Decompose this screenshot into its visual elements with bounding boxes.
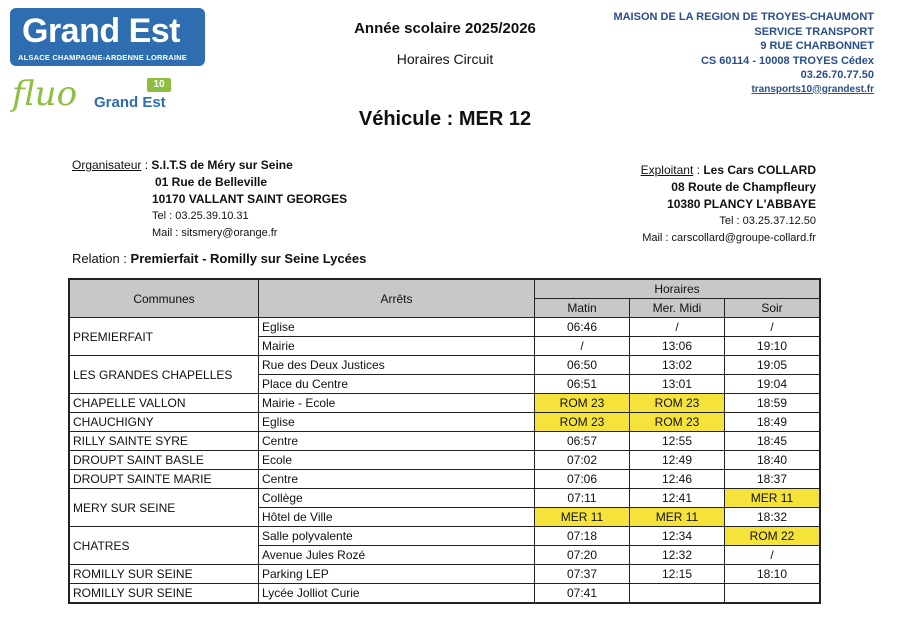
- time-matin: 07:18: [535, 527, 630, 546]
- commune-cell: LES GRANDES CHAPELLES: [69, 356, 259, 394]
- grandest-logo: [10, 8, 205, 66]
- commune-cell: CHAPELLE VALLON: [69, 394, 259, 413]
- time-soir: 18:40: [725, 451, 821, 470]
- organiser-label: Organisateur: [72, 158, 142, 172]
- table-row: [69, 432, 820, 451]
- header-arrets: Arrêts: [259, 279, 535, 318]
- region-postal: CS 60114 - 10008 TROYES Cédex: [700, 54, 874, 67]
- time-midi: MER 11: [630, 508, 725, 527]
- time-midi: 12:15: [630, 565, 725, 584]
- organiser-address2: 10170 VALLANT SAINT GEORGES: [152, 192, 348, 206]
- schedule-table: [68, 278, 821, 604]
- table-row: [69, 470, 820, 489]
- schedule-subtitle: Horaires Circuit: [396, 51, 494, 67]
- commune-cell: RILLY SAINTE SYRE: [69, 432, 259, 451]
- fluo-logo: [12, 74, 172, 120]
- operator-address2: 10380 PLANCY L'ABBAYE: [667, 197, 816, 211]
- time-midi: /: [630, 318, 725, 337]
- time-matin: 06:57: [535, 432, 630, 451]
- time-midi: 12:32: [630, 546, 725, 565]
- relation-value: Premierfait - Romilly sur Seine Lycées: [130, 251, 367, 266]
- relation-label: Relation :: [72, 251, 127, 266]
- time-soir: 18:32: [725, 508, 821, 527]
- stop-cell: Rue des Deux Justices: [259, 356, 535, 375]
- time-soir: MER 11: [725, 489, 821, 508]
- time-matin: 06:51: [535, 375, 630, 394]
- time-soir: 19:04: [725, 375, 821, 394]
- time-soir: /: [725, 546, 821, 565]
- commune-cell: ROMILLY SUR SEINE: [69, 584, 259, 604]
- table-row: [69, 527, 820, 546]
- time-midi: 13:01: [630, 375, 725, 394]
- table-row: [69, 584, 820, 604]
- operator-label: Exploitant: [640, 163, 694, 177]
- time-midi: 12:34: [630, 527, 725, 546]
- time-midi: 12:49: [630, 451, 725, 470]
- stop-cell: Hôtel de Ville: [259, 508, 535, 527]
- time-midi: 12:55: [630, 432, 725, 451]
- table-row: [69, 565, 820, 584]
- time-soir: 18:45: [725, 432, 821, 451]
- table-row: [69, 318, 820, 337]
- time-matin: 07:11: [535, 489, 630, 508]
- stop-cell: Mairie: [259, 337, 535, 356]
- time-midi: ROM 23: [630, 394, 725, 413]
- time-matin: MER 11: [535, 508, 630, 527]
- stop-cell: Mairie - Ecole: [259, 394, 535, 413]
- commune-cell: CHATRES: [69, 527, 259, 565]
- operator-block: Exploitant : Les Cars COLLARD 08 Route de Champfleury 10380 PLANCY L'ABBAYE Tel : 03.25.37.12.50 Mail : carscollard@groupe-collard.fr: [556, 162, 816, 247]
- time-midi: 13:06: [630, 337, 725, 356]
- stop-cell: Collège: [259, 489, 535, 508]
- region-street: 9 RUE CHARBONNET: [760, 40, 874, 52]
- grandest-logo-tagline: ALSACE CHAMPAGNE-ARDENNE LORRAINE: [18, 53, 187, 62]
- operator-tel: Tel : 03.25.37.12.50: [719, 215, 816, 227]
- time-matin: 07:20: [535, 546, 630, 565]
- region-address-block: [594, 10, 874, 97]
- time-soir: 18:59: [725, 394, 821, 413]
- organiser-block: Organisateur : S.I.T.S de Méry sur Seine 01 Rue de Belleville 10170 VALLANT SAINT GEORGES Tel : 03.25.39.10.31 Mail : sitsmery@orange.fr: [72, 157, 347, 242]
- time-matin: ROM 23: [535, 413, 630, 432]
- relation-line: [72, 251, 366, 266]
- header-soir: Soir: [725, 299, 821, 318]
- fluo-logo-brand: Grand Est: [94, 94, 166, 111]
- region-service: SERVICE TRANSPORT: [754, 25, 874, 38]
- time-midi: 12:46: [630, 470, 725, 489]
- time-soir: ROM 22: [725, 527, 821, 546]
- stop-cell: Lycée Jolliot Curie: [259, 584, 535, 604]
- organiser-tel: Tel : 03.25.39.10.31: [152, 210, 249, 222]
- table-row: [69, 451, 820, 470]
- table-row: [69, 356, 820, 375]
- school-year-title: Année scolaire 2025/2026: [354, 20, 536, 37]
- time-matin: 06:50: [535, 356, 630, 375]
- header-communes: Communes: [69, 279, 259, 318]
- time-matin: 06:46: [535, 318, 630, 337]
- time-soir: [725, 584, 821, 604]
- stop-cell: Avenue Jules Rozé: [259, 546, 535, 565]
- table-row: [69, 413, 820, 432]
- commune-cell: DROUPT SAINT BASLE: [69, 451, 259, 470]
- stop-cell: Eglise: [259, 318, 535, 337]
- time-matin: 07:41: [535, 584, 630, 604]
- commune-cell: DROUPT SAINTE MARIE: [69, 470, 259, 489]
- stop-cell: Parking LEP: [259, 565, 535, 584]
- stop-cell: Eglise: [259, 413, 535, 432]
- region-phone: 03.26.70.77.50: [800, 69, 874, 81]
- commune-cell: MERY SUR SEINE: [69, 489, 259, 527]
- time-matin: /: [535, 337, 630, 356]
- time-midi: ROM 23: [630, 413, 725, 432]
- time-matin: 07:02: [535, 451, 630, 470]
- stop-cell: Place du Centre: [259, 375, 535, 394]
- time-soir: 18:10: [725, 565, 821, 584]
- commune-cell: ROMILLY SUR SEINE: [69, 565, 259, 584]
- stop-cell: Centre: [259, 470, 535, 489]
- table-row: [69, 394, 820, 413]
- time-matin: 07:06: [535, 470, 630, 489]
- time-midi: 12:41: [630, 489, 725, 508]
- table-row: [69, 489, 820, 508]
- operator-address1: 08 Route de Champfleury: [671, 180, 816, 194]
- header-horaires: Horaires: [535, 279, 821, 299]
- time-soir: 18:49: [725, 413, 821, 432]
- header-midi: Mer. Midi: [630, 299, 725, 318]
- fluo-logo-number: 10: [147, 78, 171, 92]
- organiser-name: S.I.T.S de Méry sur Seine: [151, 158, 293, 172]
- vehicle-title: Véhicule : MER 12: [358, 108, 532, 130]
- time-soir: 19:05: [725, 356, 821, 375]
- operator-mail: Mail : carscollard@groupe-collard.fr: [642, 232, 816, 244]
- organiser-mail: Mail : sitsmery@orange.fr: [152, 227, 278, 239]
- stop-cell: Salle polyvalente: [259, 527, 535, 546]
- fluo-logo-word: fluo: [12, 74, 78, 114]
- time-matin: 07:37: [535, 565, 630, 584]
- stop-cell: Centre: [259, 432, 535, 451]
- time-soir: 19:10: [725, 337, 821, 356]
- region-name: MAISON DE LA REGION DE TROYES-CHAUMONT: [613, 11, 874, 23]
- time-soir: /: [725, 318, 821, 337]
- commune-cell: PREMIERFAIT: [69, 318, 259, 356]
- operator-name: Les Cars COLLARD: [703, 163, 816, 177]
- region-email-link[interactable]: transports10@grandest.fr: [751, 83, 874, 95]
- grandest-logo-name: Grand Est: [22, 12, 180, 50]
- header-matin: Matin: [535, 299, 630, 318]
- time-soir: 18:37: [725, 470, 821, 489]
- commune-cell: CHAUCHIGNY: [69, 413, 259, 432]
- stop-cell: Ecole: [259, 451, 535, 470]
- time-midi: [630, 584, 725, 604]
- organiser-address1: 01 Rue de Belleville: [155, 175, 268, 189]
- time-matin: ROM 23: [535, 394, 630, 413]
- time-midi: 13:02: [630, 356, 725, 375]
